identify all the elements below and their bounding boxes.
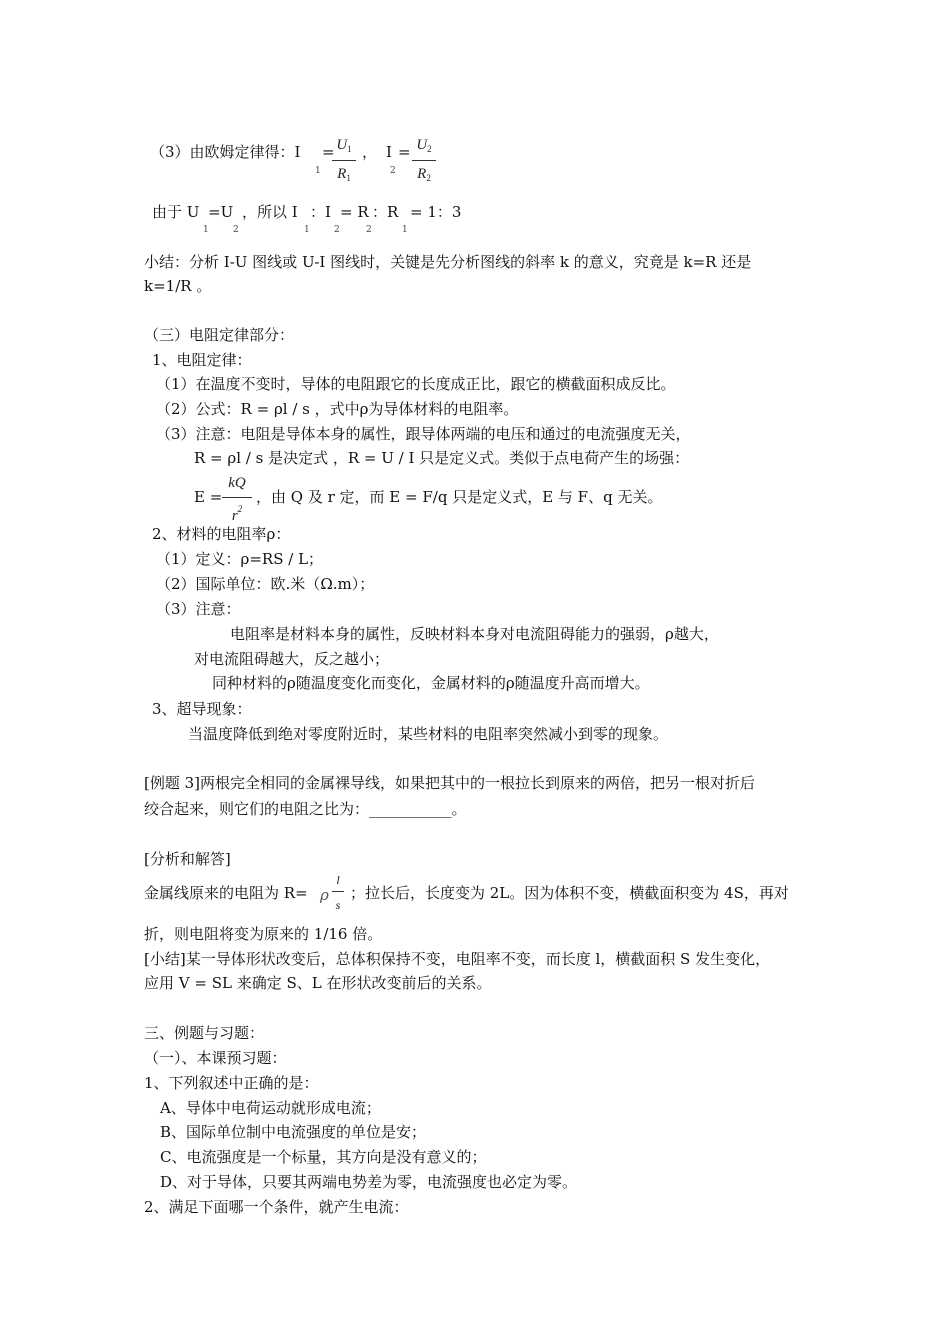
frac-den-sub: 2 xyxy=(426,173,431,183)
ohm-line-2f: ：R xyxy=(372,203,399,221)
option-a: A、导体中电荷运动就形成电流； xyxy=(160,1099,381,1117)
question-2: 2、满足下面哪一个条件，就产生电流： xyxy=(144,1198,409,1216)
frac-den: R xyxy=(417,166,427,182)
fraction-bar xyxy=(332,160,356,161)
ohm-line-2d: ：I xyxy=(310,203,331,221)
subscript: 2 xyxy=(233,225,239,235)
list-item: 对电流阻碍越大，反之越小； xyxy=(194,650,390,668)
list-item: 1、电阻定律： xyxy=(152,351,252,369)
subscript: 1 xyxy=(304,225,310,235)
ohm-line-2b: =U xyxy=(208,203,234,221)
frac-num: l xyxy=(336,873,340,887)
list-item: （2）国际单位：欧.米（Ω.m）； xyxy=(156,575,375,593)
separator: ， xyxy=(362,143,378,161)
list-item: （1）定义：ρ=RS / L； xyxy=(156,550,324,568)
subscript: 2 xyxy=(390,166,396,176)
fraction-bar xyxy=(412,160,436,161)
exercises-heading: 三、例题与习题： xyxy=(144,1024,265,1042)
ohm-line-1 xyxy=(150,142,300,162)
list-item: 2、材料的电阻率ρ： xyxy=(152,525,291,543)
ohm-line-2e: = R xyxy=(340,203,369,221)
fraction-bar xyxy=(222,497,252,498)
subscript: 2 xyxy=(334,225,340,235)
analysis-heading: [分析和解答] xyxy=(144,850,231,868)
fraction-kq-r2 xyxy=(222,474,252,524)
analysis-line-2: 折，则电阻将变为原来的 1/16 倍。 xyxy=(144,925,383,943)
ohm-line-2a: 由于 U xyxy=(152,203,200,221)
ohm-summary-2: k=1/R 。 xyxy=(144,277,212,295)
frac-num: kQ xyxy=(228,475,246,491)
ohm-line-2c: ，所以 I xyxy=(242,203,298,221)
frac-num: U xyxy=(336,137,348,153)
question-1: 1、下列叙述中正确的是： xyxy=(144,1074,319,1092)
frac-den-sup: 2 xyxy=(237,504,243,514)
frac-den: R xyxy=(337,166,347,182)
list-item: （3）注意： xyxy=(156,600,241,618)
frac-num-sub: 1 xyxy=(347,144,352,154)
example-line-2: 绞合起来，则它们的电阻之比为：___________。 xyxy=(144,800,467,818)
list-item: （1）在温度不变时，导体的电阻跟它的长度成正比，跟它的横截面积成反比。 xyxy=(156,375,676,393)
ohm-line-2g: = 1：3 xyxy=(410,203,462,221)
frac-den: s xyxy=(335,898,341,912)
list-item: 当温度降低到绝对零度附近时，某些材料的电阻率突然减小到零的现象。 xyxy=(188,725,669,743)
subscript: 1 xyxy=(315,166,321,176)
current-i2: I xyxy=(386,143,392,161)
example-line-1: [例题 3]两根完全相同的金属裸导线，如果把其中的一根拉长到原来的两倍，把另一根对折后 xyxy=(144,774,756,792)
fraction-u1-r1 xyxy=(332,136,356,188)
equals: = xyxy=(398,143,411,161)
summary-line-1: [小结]某一导体形状改变后，总体积保持不变，电阻率不变，而长度 l，横截面积 S 发生变化， xyxy=(144,950,771,968)
list-item: R = ρl / s 是决定式 ，R = U / I 只是定义式。类似于点电荷产生的场强： xyxy=(194,449,690,467)
equals: = xyxy=(322,143,335,161)
section-heading: （三）电阻定律部分： xyxy=(144,326,295,344)
ohm-prefix: （3）由欧姆定律得：I xyxy=(150,143,301,161)
list-item: （3）注意：电阻是导体本身的属性，跟导体两端的电压和通过的电流强度无关， xyxy=(156,425,691,443)
summary-line-2: 应用 V = SL 来确定 S、L 在形状改变前后的关系。 xyxy=(144,974,492,992)
list-item: （2）公式：R = ρl / s ，式中ρ为导体材料的电阻率。 xyxy=(156,400,519,418)
exercises-subheading: （一）、本课预习题： xyxy=(144,1049,287,1067)
subscript: 1 xyxy=(402,225,408,235)
list-item: 电阻率是材料本身的属性，反映材料本身对电流阻碍能力的强弱，ρ越大， xyxy=(230,625,719,643)
frac-num: U xyxy=(416,137,428,153)
subscript: 1 xyxy=(203,225,209,235)
rho-symbol: ρ xyxy=(320,886,329,904)
fraction-bar xyxy=(332,891,344,892)
option-d: D、对于导体，只要其两端电势差为零，电流强度也必定为零。 xyxy=(160,1173,578,1191)
list-item: 3、超导现象： xyxy=(152,700,252,718)
analysis-suffix: ；拉长后，长度变为 2L。因为体积不变，横截面积变为 4S，再对 xyxy=(350,884,789,902)
subscript: 2 xyxy=(366,225,372,235)
fraction-l-s xyxy=(332,872,344,918)
list-item: 同种材料的ρ随温度变化而变化，金属材料的ρ随温度升高而增大。 xyxy=(212,674,650,692)
frac-den: r xyxy=(231,508,238,524)
fraction-u2-r2 xyxy=(412,136,436,188)
analysis-prefix: 金属线原来的电阻为 R= xyxy=(144,884,308,902)
ohm-summary-1: 小结：分析 I-U 图线或 U-I 图线时，关键是先分析图线的斜率 k 的意义，究竟是 k=R 还是 xyxy=(144,253,752,271)
option-c: C、电流强度是一个标量，其方向是没有意义的； xyxy=(160,1148,487,1166)
frac-num-sub: 2 xyxy=(427,144,432,154)
field-suffix: ，由 Q 及 r 定，而 E = F/q 只是定义式，E 与 F、q 无关。 xyxy=(256,488,663,506)
option-b: B、国际单位制中电流强度的单位是安； xyxy=(160,1123,427,1141)
frac-den-sub: 1 xyxy=(346,173,351,183)
field-prefix: E = xyxy=(194,488,223,506)
